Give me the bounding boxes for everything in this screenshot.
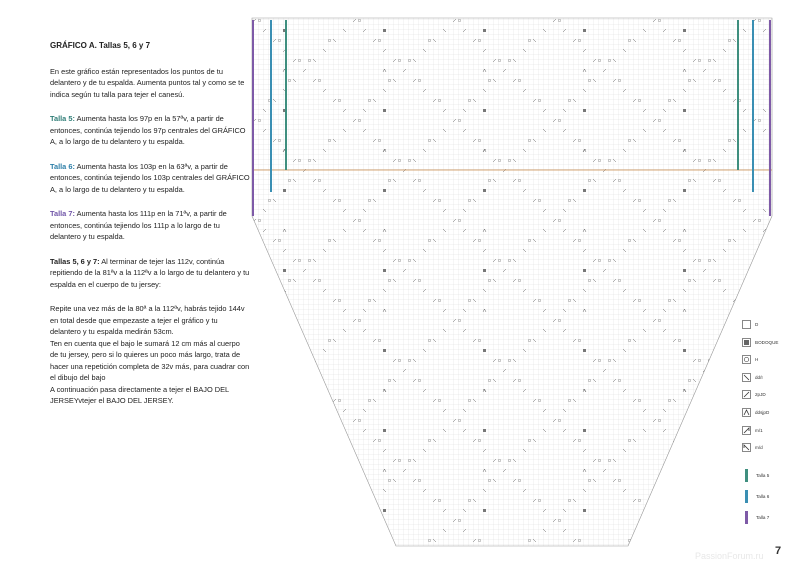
all-sizes-text: Al terminar de tejer las 112v, continúa repitiendo de la 81ªv a la 112ªv a lo largo de tu delantero y tu espalda en el cuerpo de tu jersey: xyxy=(50,256,250,289)
legend-item-h xyxy=(742,353,792,366)
instructions-column xyxy=(50,40,250,407)
size-7-label: Talla 7: xyxy=(50,209,75,218)
caret-icon xyxy=(742,408,751,417)
symbol-legend xyxy=(742,318,792,528)
legend-size-text: Talla 7 xyxy=(756,514,770,520)
hem-text: Ten en cuenta que el bajo le sumará 12 cm más al cuerpo de tu jersey, pero si lo quieres un poco más largo, trata de hacer una repetición completa de 32v más, para cuadrar con el dibujo del bajo xyxy=(50,338,250,382)
size-6-paragraph xyxy=(50,161,250,196)
intro-paragraph: En este gráfico están representados los puntos de tu delantero y de tu espalda. Aumenta puntos tal y como se te indica según tu talla para tejer el canesú. xyxy=(50,66,245,99)
legend-item-d xyxy=(742,318,792,331)
chart-title: GRÁFICO A. Tallas 5, 6 y 7 xyxy=(50,41,151,50)
repeat-text: Repite una vez más de la 80ª a la 112ªv, habrás tejido 144v en total desde que empezaste a tejer el gráfico y tu delantero y tu espalda medirán 53cm. xyxy=(50,304,245,336)
slash-right-icon xyxy=(742,390,751,399)
size-7-line-swatch xyxy=(745,511,748,524)
size-5-line-left xyxy=(285,20,287,170)
legend-size-7 xyxy=(742,511,792,524)
size-5-line-right xyxy=(737,20,739,170)
size-7-line-right xyxy=(769,20,771,216)
legend-text: 2pJD xyxy=(755,392,766,398)
chart-grid xyxy=(252,18,772,546)
size-5-label: Talla 5: xyxy=(50,114,75,123)
empty-square-icon xyxy=(742,320,751,329)
size-6-text: Aumenta hasta los 103p en la 63ªv, a partir de entonces, continúa tejiendo los 103p centrales del GRÁFICO A, a lo largo de tu delantero y tu espalda. xyxy=(50,161,250,194)
size-6-line-right xyxy=(752,20,754,192)
slash-left-icon xyxy=(742,373,751,382)
legend-text: H xyxy=(755,357,759,363)
page-number: 7 xyxy=(775,545,782,557)
increase-left-icon xyxy=(742,426,751,435)
legend-item-2pjd xyxy=(742,388,792,401)
legend-item-bodoque xyxy=(742,336,792,349)
size-7-paragraph xyxy=(50,208,250,243)
size-5-paragraph xyxy=(50,113,250,148)
legend-size-6 xyxy=(742,490,792,503)
legend-item-ddi xyxy=(742,371,792,384)
knitting-chart xyxy=(248,14,779,550)
increase-right-icon xyxy=(742,443,751,452)
size-6-label: Talla 6: xyxy=(50,161,75,171)
legend-text: m/d xyxy=(755,445,763,451)
repeat-block xyxy=(50,303,250,407)
legend-size-text: Talla 5 xyxy=(756,472,770,478)
all-sizes-paragraph xyxy=(50,256,250,291)
next-text: A continuación pasa directamente a tejer el BAJO DEL JERSEYvtejer el BAJO DEL JERSEY. xyxy=(50,384,229,405)
size-6-line-left xyxy=(270,20,272,192)
size-7-line-left xyxy=(252,20,254,216)
legend-item-ddsjpd xyxy=(742,406,792,419)
legend-text: dd/I xyxy=(755,374,763,380)
size-7-text: Aumenta hasta los 111p en la 71ªv, a partir de entonces, continúa tejiendo los 111p a lo largo de tu delantero y tu espalda. xyxy=(50,209,227,241)
legend-item-m1 xyxy=(742,424,792,437)
all-sizes-label: Tallas 5, 6 y 7: xyxy=(50,256,100,266)
legend-size-5 xyxy=(742,469,792,482)
size-5-line-swatch xyxy=(745,469,748,482)
legend-text: D xyxy=(755,322,759,327)
circle-icon xyxy=(742,355,751,364)
size-6-line-swatch xyxy=(745,490,748,503)
watermark: PassionForum.ru xyxy=(695,551,764,561)
legend-size-text: Talla 6 xyxy=(756,493,770,499)
bodoque-icon xyxy=(742,338,751,347)
size-5-text: Aumenta hasta los 97p en la 57ªv, a partir de entonces, continúa tejiendo los 97p centrales del GRÁFICO A, a lo largo de tu delantero y tu espalda. xyxy=(50,114,246,146)
legend-text: ddsjpD xyxy=(755,409,770,415)
legend-item-md xyxy=(742,441,792,454)
legend-text: m/1 xyxy=(755,427,763,433)
legend-text: BODOQUE xyxy=(755,339,779,345)
